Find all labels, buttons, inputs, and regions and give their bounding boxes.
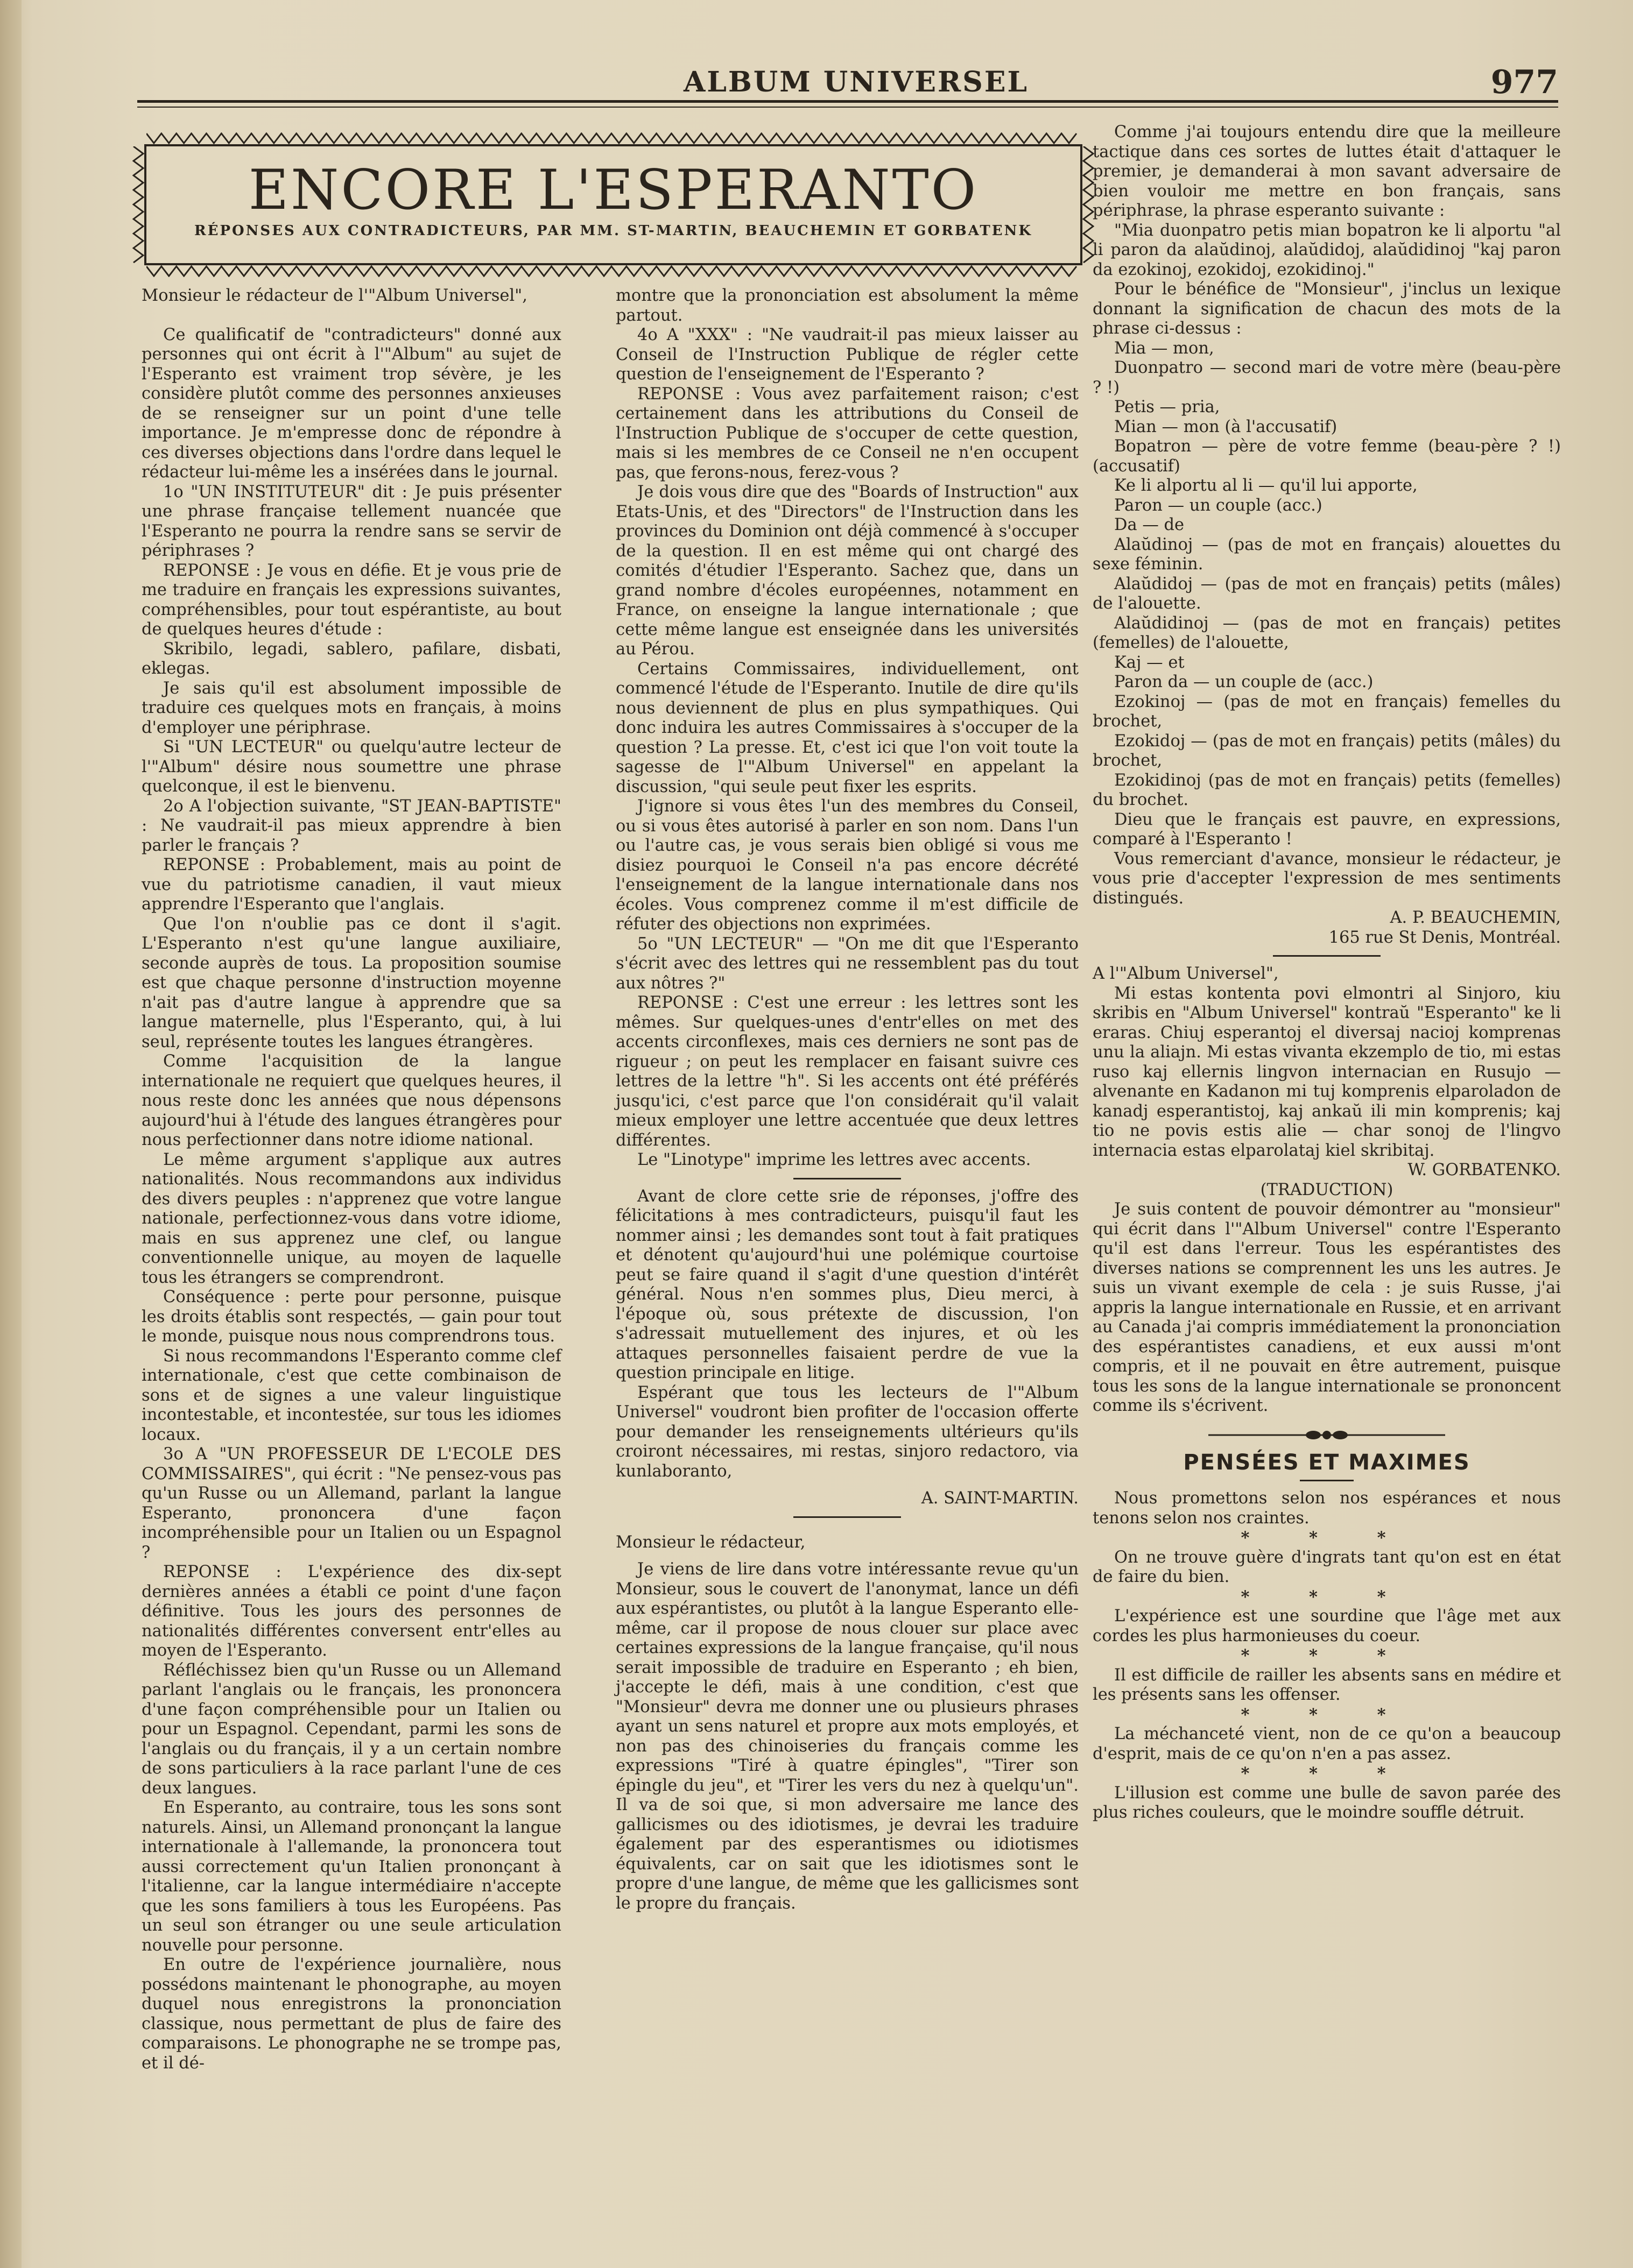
paragraph: montre que la prononciation est absolument la même partout. (616, 286, 1079, 325)
lexicon-entry: Paron — un couple (acc.) (1114, 496, 1322, 515)
paragraph: Skribilo, legadi, sablero, pafilare, disbati, eklegas. (142, 639, 561, 678)
maxime: On ne trouve guère d'ingrats tant qu'on est en état de faire du bien. (1093, 1548, 1561, 1586)
section-divider (1273, 955, 1381, 957)
paragraph: Comme j'ai toujours entendu dire que la meilleure tactique dans ces sortes de luttes était d'attaquer le premier, je demanderai à mon savant adversaire de bien vouloir me mettre en bon français, sans périphrase, la phrase esperanto suivante : (1093, 123, 1561, 220)
paragraph: Que l'on n'oublie pas ce dont il s'agit. L'Esperanto n'est qu'une langue auxiliaire, seconde auprès de tous. La proposition soumise est que chaque personne d'instruction moyenne n'ait pas d'autre langue à apprendre que sa langue maternelle, plus l'Esperanto, qui, à lui seul, représente toutes les langues étrangères. (142, 914, 561, 1051)
article-title-box (144, 144, 1082, 265)
paragraph: Dieu que le français est pauvre, en expressions, comparé à l'Esperanto ! (1093, 810, 1561, 849)
translation-heading: (TRADUCTION) (1260, 1180, 1393, 1199)
paragraph: En Esperanto, au contraire, tous les sons sont naturels. Ainsi, un Allemand prononçant la langue internationale à l'allemande, la prononcera tout aussi correctement qu'un Italien prononçant à l'italienne, car la langue intermédiaire n'accepte que les sons familiers à tous les Européens. Pas un seul son étranger ou une seule articulation nouvelle pour personne. (142, 1798, 561, 1955)
zigzag-border-top (146, 132, 1080, 144)
star-separator: * * * (1241, 1764, 1413, 1783)
paragraph: En outre de l'expérience journalière, nous possédons maintenant le phonographe, au moyen duquel nous enregistrons la prononciation classique, nous permettant de plus de faire des comparaisons. Le phonographe ne se trompe pas, et il dé- (142, 1955, 561, 2073)
header-rule (137, 100, 1558, 103)
paragraph: 3o A "UN PROFESSEUR DE L'ECOLE DES COMMISSAIRES", qui écrit : "Ne pensez-vous pas qu'un Russe ou un Allemand, parlant la langue Esperanto, prononcera d'une façon incompréhensible pour un Italien ou un Espagnol ? (142, 1445, 561, 1562)
esperanto-quote: "Mia duonpatro petis mian bopatron ke li alportu "al li paron da alaŭdinoj, alaŭdidoj, alaŭdidinoj "kaj paron da ezokinoj, ezokidoj, ezokidinoj." (1093, 221, 1561, 279)
maxime: Nous promettons selon nos espérances et nous tenons selon nos craintes. (1093, 1489, 1561, 1528)
paragraph: Vous remerciant d'avance, monsieur le rédacteur, je vous prie d'accepter l'expression de mes sentiments distingués. (1093, 849, 1561, 908)
paragraph: REPONSE : L'expérience des dix-sept dernières années a établi ce point d'une façon définitive. Tous les jours des personnes de nationalités différentes conversent entr'elles au moyen de l'Esperanto. (142, 1563, 561, 1660)
paragraph: Réfléchissez bien qu'un Russe ou un Allemand parlant l'anglais ou le français, les prononcera d'une façon compréhensible pour un Italien ou pour un Espagnol. Cependant, parmi les sons de l'anglais ou du français, il y a un certain nombre de sons particuliers à la race parlant l'une de ces deux langues. (142, 1661, 561, 1798)
lexicon-entry: Alaŭdidinoj — (pas de mot en français) petites (femelles) de l'alouette, (1093, 613, 1561, 652)
page-binding-edge (0, 0, 22, 2268)
salutation: A l'"Album Universel", (1093, 964, 1279, 983)
paragraph: Ce qualificatif de "contradicteurs" donné aux personnes qui ont écrit à l'"Album" au sujet de l'Esperanto est vraiment trop sévère, je les considère plutôt comme des personnes anxieuses de se renseigner sur un point d'une telle importance. Je m'empresse donc de répondre à ces diverses objections dans l'ordre dans lequel le rédacteur lui-même les a insérées dans le journal. (142, 325, 561, 482)
ornament-divider (1208, 1427, 1445, 1443)
star-separator: * * * (1241, 1705, 1413, 1725)
lexicon-entry: Mia — mon, (1114, 338, 1214, 358)
signature-address: 165 rue St Denis, Montréal. (1328, 928, 1561, 947)
lexicon-entry: Duonpatro — second mari de votre mère (beau-père ? !) (1093, 358, 1561, 397)
paragraph: REPONSE : Vous avez parfaitement raison; c'est certainement dans les attributions du Conseil de l'Instruction Publique de s'occuper de cette question, mais si les membres de ce Conseil ne n'en occupent pas, que ferons-nous, ferez-vous ? (616, 384, 1079, 482)
paragraph: 5o "UN LECTEUR" — "On me dit que l'Esperanto s'écrit avec des lettres qui ne ressemblent pas du tout aux nôtres ?" (616, 934, 1079, 993)
paragraph: Espérant que tous les lecteurs de l'"Album Universel" voudront bien profiter de l'occasion offerte pour demander les renseignements ultérieurs qu'ils croiront nécessaires, mi restas, sinjoro redactoro, via kunlaboranto, (616, 1383, 1079, 1481)
paragraph: Comme l'acquisition de la langue internationale ne requiert que quelques heures, il nous reste donc les années que nous dépensons aujourd'hui à l'étude des langues étrangères pour nous perfectionner dans notre idiome national. (142, 1052, 561, 1149)
lexicon-entry: Bopatron — père de votre femme (beau-père ? !) (accusatif) (1093, 437, 1561, 476)
maxime: La méchanceté vient, non de ce qu'on a beaucoup d'esprit, mais de ce qu'on n'en a pas assez. (1093, 1725, 1561, 1763)
lexicon-entry: Alaŭdidoj — (pas de mot en français) petits (mâles) de l'alouette. (1093, 574, 1561, 613)
paragraph: Le "Linotype" imprime les lettres avec accents. (637, 1150, 1031, 1169)
signature-beauchemin: A. P. BEAUCHEMIN, (1390, 908, 1561, 927)
maxime: L'expérience est une sourdine que l'âge met aux cordes les plus harmonieuses du coeur. (1093, 1607, 1561, 1645)
text-column-1 (142, 286, 561, 2073)
lexicon-entry: Ke li alportu al li — qu'il lui apporte, (1114, 476, 1418, 495)
zigzag-border-bottom (146, 265, 1080, 277)
paragraph: Si nous recommandons l'Esperanto comme clef internationale, c'est que cette combinaison de sons et de signes a une valeur linguistique incontestable, et incontestée, sur tous les idiomes locaux. (142, 1346, 561, 1444)
star-separator: * * * (1241, 1646, 1413, 1665)
signature-st-martin: A. SAINT-MARTIN. (921, 1489, 1079, 1508)
star-separator: * * * (1241, 1528, 1413, 1548)
paragraph: REPONSE : Probablement, mais au point de vue du patriotisme canadien, il vaut mieux apprendre l'Esperanto que l'anglais. (142, 856, 561, 914)
page-number: 977 (1490, 63, 1558, 101)
heading-rule (1300, 1480, 1354, 1481)
paragraph: Certains Commissaires, individuellement, ont commencé l'étude de l'Esperanto. Inutile de dire qu'ils nous deviennent de plus en plus sympathiques. Qui donc induira les autres Commissaires à s'occuper de la question ? La presse. Et, c'est ici que l'on voit toute la sagesse de l'"Album Universel" en appelant la discussion, "qui seule peut fixer les esprits. (616, 659, 1079, 796)
lexicon-entry: Petis — pria, (1114, 398, 1220, 416)
text-column-2 (616, 286, 1079, 1913)
paragraph: Pour le bénéfice de "Monsieur", j'inclus un lexique donnant la signification de chacun des mots de la phrase ci-dessus : (1093, 280, 1561, 338)
article-subtitle: RÉPONSES AUX CONTRADICTEURS, PAR MM. ST-MARTIN, BEAUCHEMIN ET GORBATENK (194, 223, 1032, 239)
paragraph: 1o "UN INSTITUTEUR" dit : Je puis présenter une phrase française tellement nuancée que l'Esperanto ne pourra la rendre sans se servir de périphrases ? (142, 482, 561, 560)
paragraph: J'ignore si vous êtes l'un des membres du Conseil, ou si vous êtes autorisé à parler en son nom. Dans l'un ou l'autre cas, je vous serais bien obligé si vous me disiez pourquoi le Conseil n'a pas encore décrété l'enseignement de la langue internationale dans nos écoles. Vous comprenez comme il m'est difficile de réfuter des objections non exprimées. (616, 797, 1079, 934)
paragraph: 4o A "XXX" : "Ne vaudrait-il pas mieux laisser au Conseil de l'Instruction Publique de régler cette question de l'enseignement de l'Esperanto ? (616, 326, 1079, 384)
paragraph: Je dois vous dire que des "Boards of Instruction" aux Etats-Unis, et des "Directors" de l'Instruction dans les provinces du Dominion ont déjà commencé à s'occuper de la question. Il en est même qui ont chargé des comités d'étudier l'Esperanto. Sachez que, dans un grand nombre d'écoles européennes, notamment en France, on enseigne la langue internationale ; que cette même langue est enseignée dans les universités au Pérou. (616, 483, 1079, 659)
paragraph: Je suis content de pouvoir démontrer au "monsieur" qui écrit dans l'"Album Universel" contre l'Esperanto qu'il est dans l'erreur. Tous les espérantistes des diverses nations se comprennent les uns les autres. Je suis un vivant exemple de cela : je suis Russe, j'ai appris la langue internationale en Russie, et en arrivant au Canada j'ai compris immédiatement la prononciation des espérantistes canadiens, et eux aussi m'ont compris, et il ne pouvait en être autrement, puisque tous les sons de la langue internationale se prononcent comme ils s'écrivent. (1093, 1200, 1561, 1415)
signature-gorbatenko: W. GORBATENKO. (1407, 1161, 1561, 1179)
lexicon-entry: Ezokinoj — (pas de mot en français) femelles du brochet, (1093, 692, 1561, 731)
salutation: Monsieur le rédacteur, (616, 1532, 806, 1552)
section-divider (793, 1516, 901, 1518)
paragraph: Le même argument s'applique aux autres nationalités. Nous recommandons aux individus des divers peuples : n'apprenez que votre langue nationale, perfectionnez-vous dans votre idiome, mais en sus apprenez une clef, ou langue conventionnelle unique, au moyen de laquelle tous les étrangers se comprendront. (142, 1150, 561, 1287)
publication-title: ALBUM UNIVERSEL (684, 66, 1029, 98)
maxime: L'illusion est comme une bulle de savon parée des plus riches couleurs, que le moindre souffle détruit. (1093, 1783, 1561, 1822)
paragraph: Je viens de lire dans votre intéressante revue qu'un Monsieur, sous le couvert de l'anonymat, lance un défi aux espérantistes, ou plutôt à la langue Esperanto elle-même, car il propose de nous clouer sur place avec certaines expressions de la langue française, qu'il nous serait impossible de traduire en Esperanto ; eh bien, j'accepte le défi, mais à une condition, c'est que "Monsieur" devra me donner une ou plusieurs phrases ayant un sens naturel et propre aux mots employés, et non pas des chinoiseries du français comme les expressions "Tiré à quatre épingles", "Tirer son épingle du jeu", et "Tirer les vers du nez à quelqu'un". Il va de soi que, si mon adversaire me lance des gallicismes ou des idiotismes, je devrai les traduire également par des esperantismes ou idiotismes équivalents, car on sait que les idiotismes sont le propre d'une langue, de même que les gallicismes sont le propre du français. (616, 1560, 1079, 1913)
lexicon-entry: Kaj — et (1114, 653, 1185, 672)
header-rule-thin (137, 107, 1558, 108)
lexicon-entry: Ezokidinoj (pas de mot en français) petits (femelles) du brochet. (1093, 771, 1561, 809)
salutation: Monsieur le rédacteur de l'"Album Universel", (142, 286, 527, 305)
text-column-3 (1093, 123, 1561, 1823)
star-separator: * * * (1241, 1587, 1413, 1607)
paragraph: REPONSE : Je vous en défie. Et je vous prie de me traduire en français les expressions suivantes, compréhensibles, pour tout espérantiste, au bout de quelques heures d'étude : (142, 561, 561, 639)
esperanto-letter: Mi estas kontenta povi elmontri al Sinjoro, kiu skribis en "Album Universel" kontraŭ "Esperanto" ke li eraras. Chiuj esperantoj el diversaj nacioj komprenas unu la aliajn. Mi estas vivanta ekzemplo de tio, mi estas ruso kaj ellernis lingvon internacian en Rusujo — alvenante en Kadanon mi tuj komprenis elparoladon de kanadj esperantistoj, kaj ankaŭ ili min komprenis; kaj tio ne povis estis alie — char sonoj de l'lingvo internacia estas elparolataj kiel skribitaj. (1093, 984, 1561, 1160)
paragraph: Avant de clore cette srie de réponses, j'offre des félicitations à mes contradicteurs, puisqu'il faut les nommer ainsi ; les demandes sont tout à fait pratiques et dénotent qu'aujourd'hui une polémique courtoise peut se faire quand il s'agit d'une question d'intérêt général. Nous n'en sommes plus, Dieu merci, à l'époque où, sous prétexte de discussion, l'on s'adressait mutuellement des injures, et où les attaques personnelles faisaient perdre de vue la question principale en litige. (616, 1186, 1079, 1382)
page-header (137, 63, 1558, 107)
paragraph: Je sais qu'il est absolument impossible de traduire ces quelques mots en français, à moins d'employer une périphrase. (142, 679, 561, 737)
maximes-heading: PENSÉES ET MAXIMES (1183, 1450, 1470, 1475)
zigzag-border-left (132, 146, 144, 263)
paragraph: 2o A l'objection suivante, "ST JEAN-BAPTISTE" : Ne vaudrait-il pas mieux apprendre à bien parler le français ? (142, 796, 561, 855)
paragraph: Si "UN LECTEUR" ou quelqu'autre lecteur de l'"Album" désire nous soumettre une phrase quelconque, il est le bienvenu. (142, 738, 561, 796)
article-title: ENCORE L'ESPERANTO (248, 158, 979, 222)
section-divider (793, 1178, 901, 1179)
lexicon-entry: Mian — mon (à l'accusatif) (1114, 417, 1338, 436)
lexicon-entry: Da — de (1114, 515, 1185, 534)
lexicon-entry: Ezokidoj — (pas de mot en français) petits (mâles) du brochet, (1093, 731, 1561, 770)
paragraph: Conséquence : perte pour personne, puisque les droits établis sont respectés, — gain pour tout le monde, puisque nous nous comprendrons tous. (142, 1288, 561, 1346)
paragraph: REPONSE : C'est une erreur : les lettres sont les mêmes. Sur quelques-unes d'entr'elles on met des accents circonflexes, mais ces derniers ne sont pas de rigueur ; on peut les remplacer en faisant suivre ces lettres de la lettre "h". Si les accents ont été préférés jusqu'ici, c'est parce que l'on considérait qu'il valait mieux employer une lettre accentuée que deux lettres différentes. (616, 993, 1079, 1150)
lexicon-entry: Paron da — un couple de (acc.) (1114, 673, 1374, 691)
lexicon-entry: Alaŭdinoj — (pas de mot en français) alouettes du sexe féminin. (1093, 535, 1561, 574)
maxime: Il est difficile de railler les absents sans en médire et les présents sans les offenser. (1093, 1665, 1561, 1704)
